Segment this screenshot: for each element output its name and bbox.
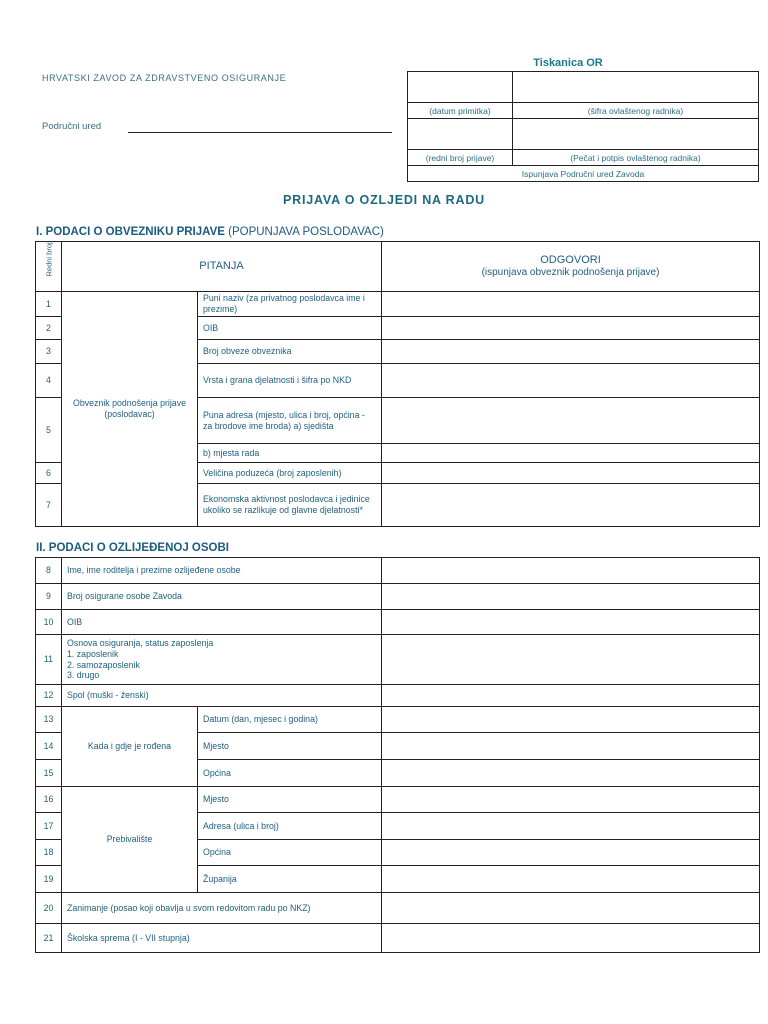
regional-office-field[interactable] [128,132,392,133]
date-received-caption: (datum primitka) [408,103,513,119]
answer-field[interactable] [382,685,760,707]
answer-field[interactable] [382,584,760,610]
answer-field[interactable] [382,733,760,760]
question-label: Broj obveze obveznika [198,340,382,364]
table-row [36,893,760,924]
answer-field[interactable] [382,840,760,866]
answer-field[interactable] [382,444,760,463]
answer-field[interactable] [382,364,760,398]
question-line: 2. samozaposlenik [67,659,140,670]
answer-field[interactable] [382,924,760,953]
col-number-header: Redni broj [36,242,62,292]
row-number: 17 [36,813,62,840]
table-row [36,787,760,813]
row-number: 18 [36,840,62,866]
stamp-signature-field[interactable] [513,119,759,150]
row-number: 9 [36,584,62,610]
section1-table [35,241,760,527]
question-label: Mjesto [198,733,382,760]
row-number: 12 [36,685,62,707]
answer-field[interactable] [382,610,760,635]
question-label: Zanimanje (posao koji obavlja u svom redovitom radu po NKZ) [62,893,382,924]
row-number: 15 [36,760,62,787]
answer-field[interactable] [382,760,760,787]
section1-title-text: I. PODACI O OBVEZNIKU PRIJAVE [36,226,225,238]
table-row [36,584,760,610]
row-number: 8 [36,558,62,584]
row-number: 21 [36,924,62,953]
question-label: Puna adresa (mjesto, ulica i broj, općina - za brodove ime broda) a) sjedišta [198,398,382,444]
row-number: 20 [36,893,62,924]
birth-group-label: Kada i gdje je rođena [62,707,198,787]
row-number: 3 [36,340,62,364]
col-answers-title: ODGOVORI [540,253,601,266]
answer-field[interactable] [382,707,760,733]
table-row [36,685,760,707]
application-number-caption: (redni broj prijave) [408,150,513,166]
section1-header-row [36,242,760,292]
answer-field[interactable] [382,398,760,444]
row-number: 19 [36,866,62,893]
stamp-signature-caption: (Pečat i potpis ovlaštenog radnika) [513,150,759,166]
organization-name: HRVATSKI ZAVOD ZA ZDRAVSTVENO OSIGURANJE [42,73,287,83]
row-number: 1 [36,292,62,317]
table-row [36,558,760,584]
question-label: Veličina poduzeća (broj zaposlenih) [198,463,382,484]
answer-field[interactable] [382,340,760,364]
row-number: 5 [36,398,62,463]
employer-group-label: Obveznik podnošenja prijave (poslodavac) [62,292,198,527]
answer-field[interactable] [382,484,760,527]
residence-group-label: Prebivalište [62,787,198,893]
form-code: Tiskanica OR [533,57,603,69]
application-number-field[interactable] [408,119,513,150]
table-row [36,924,760,953]
regional-office-label: Područni ured [42,121,102,132]
officer-code-field[interactable] [513,72,759,103]
answer-field[interactable] [382,463,760,484]
answer-field[interactable] [382,635,760,685]
table-row [36,635,760,685]
row-number: 11 [36,635,62,685]
row-number: 2 [36,317,62,340]
section2-table [35,557,760,953]
filled-by-caption: Ispunjava Područni ured Zavoda [408,166,759,182]
table-row [36,292,760,317]
question-label: OIB [198,317,382,340]
row-number: 7 [36,484,62,527]
answer-field[interactable] [382,893,760,924]
question-label: Spol (muški - ženski) [62,685,382,707]
col-answers-header [382,242,760,292]
question-line: Osnova osiguranja, status zaposlenja [67,638,214,649]
row-number: 14 [36,733,62,760]
section2-title: II. PODACI O OZLIJEĐENOJ OSOBI [36,542,229,554]
question-label: Ekonomska aktivnost poslodavca i jedinice ukoliko se razlikuje od glavne djelatnosti* [198,484,382,527]
question-line: 3. drugo [67,670,100,681]
intake-box [407,71,759,182]
table-row [36,707,760,733]
answer-field[interactable] [382,866,760,893]
row-number: 4 [36,364,62,398]
section1-title [36,226,384,238]
table-row [36,610,760,635]
row-number: 6 [36,463,62,484]
answer-field[interactable] [382,558,760,584]
question-label: Županija [198,866,382,893]
question-label: Broj osigurane osobe Zavoda [62,584,382,610]
question-label: Puni naziv (za privatnog poslodavca ime i prezime) [198,292,382,317]
question-label: Ime, ime roditelja i prezime ozlijeđene osobe [62,558,382,584]
row-number: 10 [36,610,62,635]
question-label: OIB [62,610,382,635]
question-label-b: b) mjesta rada [198,444,382,463]
answer-field[interactable] [382,292,760,317]
row-number: 16 [36,787,62,813]
answer-field[interactable] [382,813,760,840]
question-label: Datum (dan, mjesec i godina) [198,707,382,733]
date-received-field[interactable] [408,72,513,103]
section1-subtitle: (POPUNJAVA POSLODAVAC) [228,226,384,238]
question-label: Mjesto [198,787,382,813]
question-line: 1. zaposlenik [67,648,119,659]
question-label: Općina [198,760,382,787]
question-label [62,635,382,685]
question-label: Općina [198,840,382,866]
col-questions-header: PITANJA [62,242,382,292]
answer-field[interactable] [382,317,760,340]
question-label: Vrsta i grana djelatnosti i šifra po NKD [198,364,382,398]
question-label: Školska sprema (I - VII stupnja) [62,924,382,953]
question-label: Adresa (ulica i broj) [198,813,382,840]
officer-code-caption: (šifra ovlaštenog radnika) [513,103,759,119]
col-answers-subtitle: (ispunjava obveznik podnošenja prijave) [481,267,660,279]
row-number: 13 [36,707,62,733]
page-title: PRIJAVA O OZLJEDI NA RADU [283,193,485,207]
answer-field[interactable] [382,787,760,813]
